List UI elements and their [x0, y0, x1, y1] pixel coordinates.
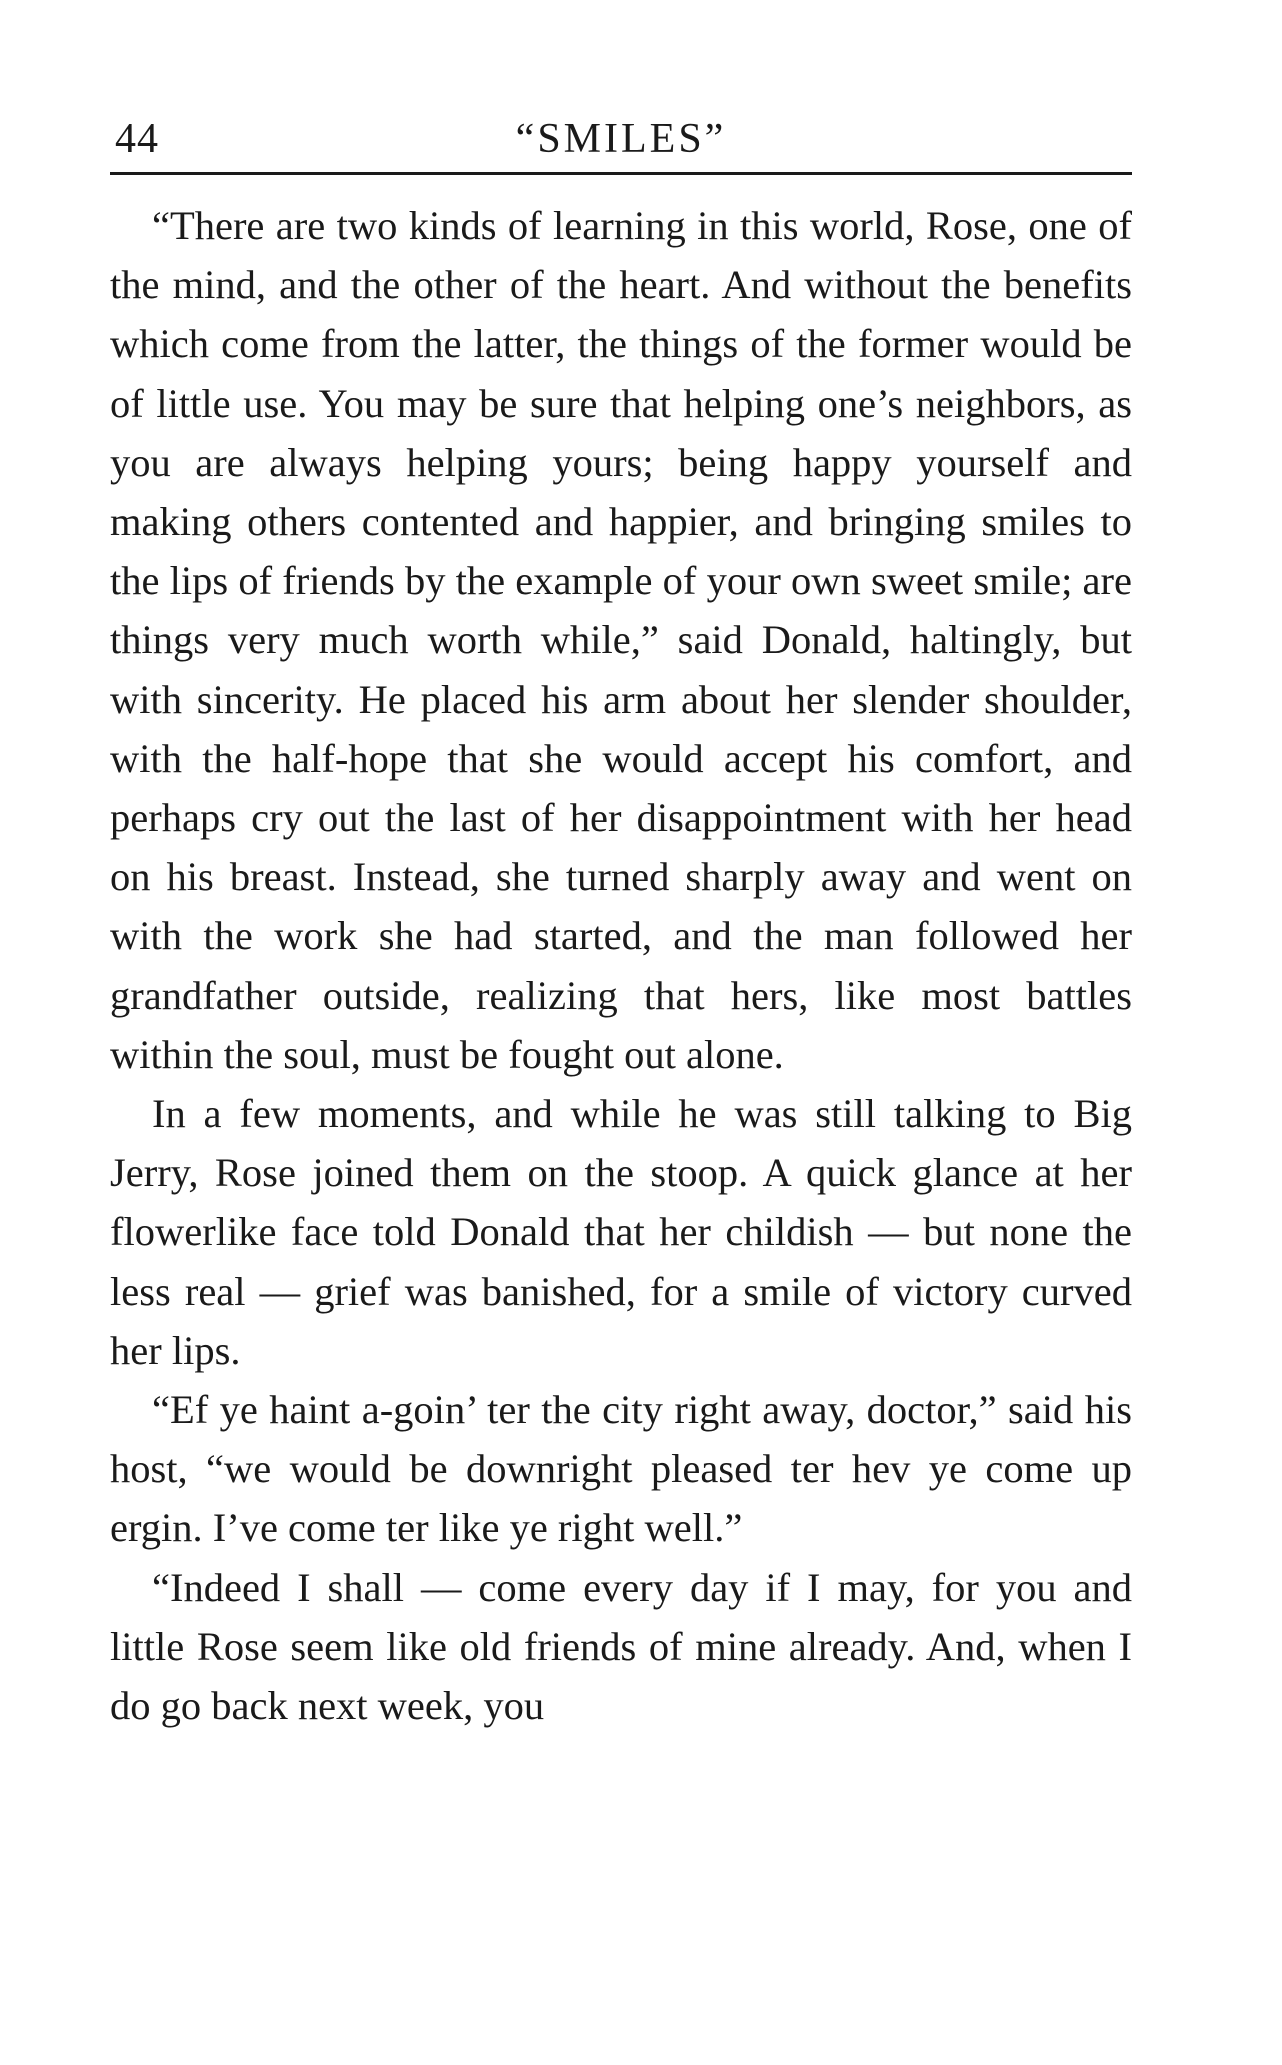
body-text — [110, 196, 1132, 1735]
running-head-title: “SMILES” — [515, 116, 727, 162]
page-header — [110, 108, 1132, 168]
paragraph: “Indeed I shall — come every day if I may, for you and little Rose seem like old friends of mine already. And, when I do go back next week, you — [110, 1564, 1132, 1729]
header-rule — [110, 172, 1132, 175]
paragraph: “Ef ye haint a-goin’ ter the city right away, doctor,” said his host, “we would be downright pleased ter hev ye come up ergin. I’ve come ter like ye right well.” — [110, 1387, 1132, 1551]
page-number: 44 — [115, 116, 159, 162]
paragraph: “There are two kinds of learning in this world, Rose, one of the mind, and the other of the heart. And without the benefits which come from the latter, the things of the former would be of little use. You may be sure that helping one’s neighbors, as you are always helping yours; being happy yourself and making others contented and happier, and bringing smiles to the lips of friends by the example of your own sweet smile; are things very much worth while,” said Donald, haltingly, but with sincerity. He placed his arm about her slender shoulder, with the half-hope that she would accept his comfort, and perhaps cry out the last of her disappointment with her head on his breast. Instead, she turned sharply away and went on with the work she had started, and the man followed her grandfather outside, realizing that hers, like most battles within the soul, must be fought out alone. — [110, 203, 1132, 1077]
paragraph: In a few moments, and while he was still talking to Big Jerry, Rose joined them on the stoop. A quick glance at her flowerlike face told Donald that her childish — but none the less real — grief was banished, for a smile of victory curved her lips. — [110, 1091, 1132, 1373]
